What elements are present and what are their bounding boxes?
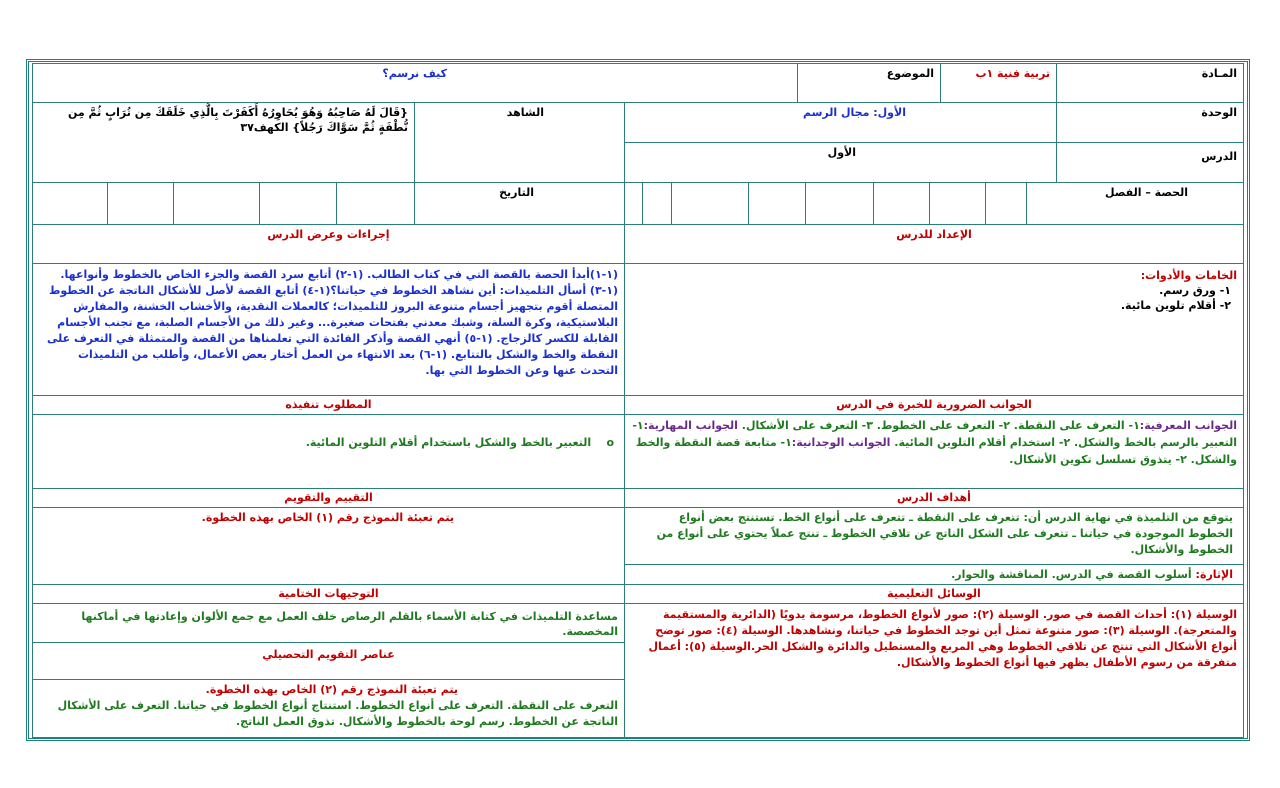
materials-item-1: ١- ورق رسم. (1159, 284, 1231, 297)
unit-label: الوحدة (1201, 106, 1237, 119)
period-cell-5[interactable] (748, 182, 806, 225)
achievement-title: عناصر التقويم التحصيلي (262, 648, 395, 661)
procedures-text: (١-١)أبدأ الحصة بالقصة التي في كتاب الطالب. (١-٢) أتابع سرد القصة والجزء الخاص بالخطوط وأنواعها.(١-٣) أسأل التلميذات: أين نشاهد الخطوط في حياتنا؟(١-٤) أتابع القصة لأصل للأشكال الناتجة عن الخطوط المتصلة أقوم بتجهيز أجسام متنوعة البروز للتلميذات؛ كالعملات النقدية، والأخشاب الخشنة، والمفارش البلاستيكية، وكرة السلة، وشبك معدني بفتحات صغيرة... وغير ذلك من الأجسام الصلبة، مع تجنب الأجسام القابلة للكسر كالزجاج. (١-٥) أنهي القصة وأذكر الفائدة التي تعلمناها من القصة والمتمثلة في التعرف على النقطة والخط والشكل بالتتابع. (١-٦) بعد الانتهاء من العمل أختار بعض الأعمال، وأطلب من التلميذات التحدث عنها وعن الخطوط التي بها. (47, 268, 618, 377)
evaluation-title: التقييم والتقويم (284, 491, 373, 504)
date-cell-2[interactable] (259, 182, 337, 225)
period-label-cell (1026, 182, 1244, 225)
procedures-cell (32, 263, 625, 396)
witness-text-cell (32, 102, 415, 183)
required-text: التعبير بالخط والشكل باستخدام أقلام التلوين المائية. (305, 436, 592, 449)
aspects-emotional-label: الجوانب الوجدانية: (791, 436, 891, 449)
lesson-label: الدرس (1201, 150, 1237, 163)
lesson-value-cell (624, 142, 1057, 183)
objectives-cell (624, 507, 1244, 565)
period-label: الحصة – الفصل (1105, 186, 1188, 199)
unit-label-cell (1056, 102, 1244, 143)
evaluation-text: يتم تعبئة النموذج رقم (١) الخاص بهذه الخطوة. (201, 511, 454, 524)
closing-cell (32, 603, 625, 643)
closing-text: مساعدة التلميذات في كتابة الأسماء بالقلم الرصاص خلف العمل مع جمع الألوان وإعادتها في أماكنها المخصصة. (81, 610, 618, 638)
period-cell-1[interactable] (985, 182, 1027, 225)
date-cell-4[interactable] (107, 182, 174, 225)
required-cell (32, 414, 625, 489)
date-cell-3[interactable] (173, 182, 260, 225)
required-title-cell (32, 395, 625, 415)
prep-title: الإعداد للدرس (896, 228, 972, 241)
date-cell-1[interactable] (336, 182, 415, 225)
lesson-value: الأول (827, 146, 856, 159)
witness-label: الشاهد (506, 106, 544, 119)
unit-value: الأول: مجال الرسم (802, 106, 906, 119)
aids-cell (624, 603, 1244, 738)
achievement-line-1: يتم تعبئة النموذج رقم (٢) الخاص بهذه الخطوة. (205, 683, 458, 696)
aspects-skill: ١- التعبير بالرسم بالخط والشكل. ٢- استخدام أقلام التلوين المائية. (632, 419, 1237, 449)
objectives-text: يتوقع من التلميذة في نهاية الدرس أن: تتعرف على النقطة ـ تتعرف على أنواع الخط. تستنتج بعض أنواع الخطوط الموجودة في حياتنا ـ تتعرف على الشكل الناتج عن تلاقي الخطوط ـ تنتج عملاً يحتوي على أنواع من الخطوط والأشكال. (656, 511, 1233, 556)
materials-item-2: ٢- أقلام تلوين مائية. (1120, 299, 1231, 312)
prep-title-cell (624, 224, 1244, 264)
aspects-title-cell (624, 395, 1244, 415)
evaluation-cell (32, 507, 625, 585)
aspects-skill-label: الجوانب المهارية: (643, 419, 738, 432)
subject-value-cell (940, 63, 1057, 103)
aids-title: الوسائل التعليمية (887, 587, 981, 600)
subject-label: المـادة (1201, 67, 1237, 80)
witness-label-cell (414, 102, 625, 183)
lesson-label-cell (1056, 142, 1244, 183)
date-cell-5[interactable] (32, 182, 108, 225)
achievement-title-cell (32, 642, 625, 680)
achievement-cell (32, 679, 625, 738)
motivation-cell (624, 564, 1244, 585)
date-label-cell (414, 182, 625, 225)
witness-text: {قَالَ لَهُ صَاحِبُهُ وَهُوَ يُحَاوِرُهُ أَكَفَرْتَ بِالَّذِي خَلَقَكَ مِن تُرَابٍ ثُمَّ مِن نُّطْفَةٍ ثُمَّ سَوَّاكَ رَجُلاً} الكهف٣٧ (67, 106, 408, 134)
period-cell-4[interactable] (805, 182, 874, 225)
unit-value-cell (624, 102, 1057, 143)
motivation-label: الإثارة: (1195, 568, 1233, 581)
closing-title-cell (32, 584, 625, 604)
required-title: المطلوب تنفيذه (285, 398, 372, 411)
aspects-emotional: ١- متابعة قصة النقطة والخط والشكل. ٢- يتذوق تسلسل تكوين الأشكال. (635, 436, 1237, 466)
period-cell-8[interactable] (624, 182, 643, 225)
aspects-cell (624, 414, 1244, 489)
materials-title: الخامات والأدوات: (1140, 269, 1237, 282)
topic-value-cell (32, 63, 798, 103)
aids-title-cell (624, 584, 1244, 604)
achievement-line-2: التعرف على النقطة. التعرف على أنواع الخطوط. استنتاج أنواع الخطوط في حياتنا. التعرف على الأشكال الناتجة عن الخطوط. رسم لوحة بالخطوط والأشكال. تذوق العمل الناتج. (57, 699, 618, 728)
closing-title: التوجيهات الختامية (278, 587, 379, 600)
topic-label-cell (797, 63, 941, 103)
subject-value: تربية فنية ١ب (975, 67, 1050, 80)
objectives-title-cell (624, 488, 1244, 508)
evaluation-title-cell (32, 488, 625, 508)
motivation-text: أسلوب القصة في الدرس. المناقشة والحوار. (951, 568, 1192, 581)
subject-label-cell (1056, 63, 1244, 103)
procedures-title-cell (32, 224, 625, 264)
period-cell-7[interactable] (642, 182, 672, 225)
materials-cell (624, 263, 1244, 396)
date-label: التاريخ (499, 186, 534, 199)
topic-value: كيف نرسم؟ (382, 67, 447, 80)
aspects-title: الجوانب الضرورية للخبرة في الدرس (836, 398, 1032, 411)
period-cell-6[interactable] (671, 182, 749, 225)
period-cell-2[interactable] (929, 182, 986, 225)
procedures-title: إجراءات وعرض الدرس (267, 228, 390, 241)
aspects-cognitive: ١- التعرف على النقطة. ٢- التعرف على الخطوط. ٣- التعرف على الأشكال. (741, 419, 1140, 432)
aspects-cognitive-label: الجوانب المعرفية: (1139, 419, 1237, 432)
objectives-title: أهداف الدرس (897, 491, 971, 504)
required-bullet: o (606, 436, 614, 449)
aids-text: الوسيلة (١): أحداث القصة في صور. الوسيلة (٢): صور لأنواع الخطوط، مرسومة يدويًا (الدائرية والمستقيمة والمتعرجة). الوسيلة (٣): صور متنوعة تمثل أين توجد الخطوط في حياتنا، ونشاهدها. الوسيلة (٤): صور توضح أنواع الأشكال التي تنتج عن تلاقي الخطوط وهي المربع والمستطيل والدائرة والشكل الحر.الوسيلة (٥): أعمال متفرقة من رسوم الأطفال يظهر فيها أنواع الخطوط والأشكال. (648, 608, 1237, 669)
topic-label: الموضوع (886, 67, 934, 80)
period-cell-3[interactable] (873, 182, 930, 225)
